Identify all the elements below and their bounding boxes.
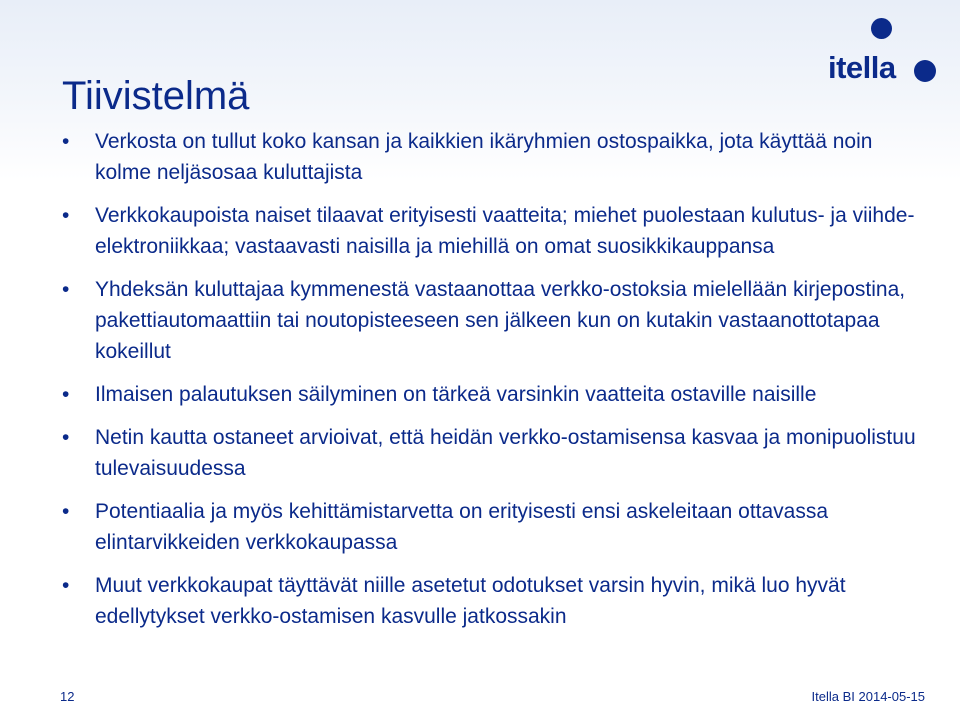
- slide-title: Tiivistelmä: [62, 74, 250, 118]
- bullet-item: • Ilmaisen palautuksen säilyminen on tärkeä varsinkin vaatteita ostaville naisille: [95, 379, 925, 410]
- page-number: 12: [60, 689, 75, 704]
- bullet-item: • Potentiaalia ja myös kehittämistarvetta on erityisesti ensi askeleitaan ottavassa elintarvikkeiden verkkokaupassa: [95, 496, 925, 558]
- bullet-list: [95, 126, 925, 644]
- logo-dot-right: [914, 60, 936, 82]
- bullet-item: • Yhdeksän kuluttajaa kymmenestä vastaanottaa verkko-ostoksia mielellään kirjepostina, pakettiautomaattiin tai noutopisteeseen sen jälkeen kun on kutakin vastaanottotapaa kokeillut: [95, 274, 925, 367]
- logo-dot-top: [871, 18, 892, 39]
- logo-text: itella: [828, 50, 896, 85]
- footer-text: Itella BI 2014-05-15: [811, 689, 925, 704]
- itella-logo: [828, 18, 938, 88]
- bullet-item: • Verkkokaupoista naiset tilaavat erityisesti vaatteita; miehet puolestaan kulutus- ja viihde-elektroniikkaa; vastaavasti naisilla ja miehillä on omat suosikkikauppansa: [95, 200, 925, 262]
- bullet-item: • Netin kautta ostaneet arvioivat, että heidän verkko-ostamisensa kasvaa ja monipuolistuu tulevaisuudessa: [95, 422, 925, 484]
- bullet-item: • Verkosta on tullut koko kansan ja kaikkien ikäryhmien ostospaikka, jota käyttää noin kolme neljäsosaa kuluttajista: [95, 126, 925, 188]
- bullet-item: • Muut verkkokaupat täyttävät niille asetetut odotukset varsin hyvin, mikä luo hyvät edellytykset verkko-ostamisen kasvulle jatkossakin: [95, 570, 925, 632]
